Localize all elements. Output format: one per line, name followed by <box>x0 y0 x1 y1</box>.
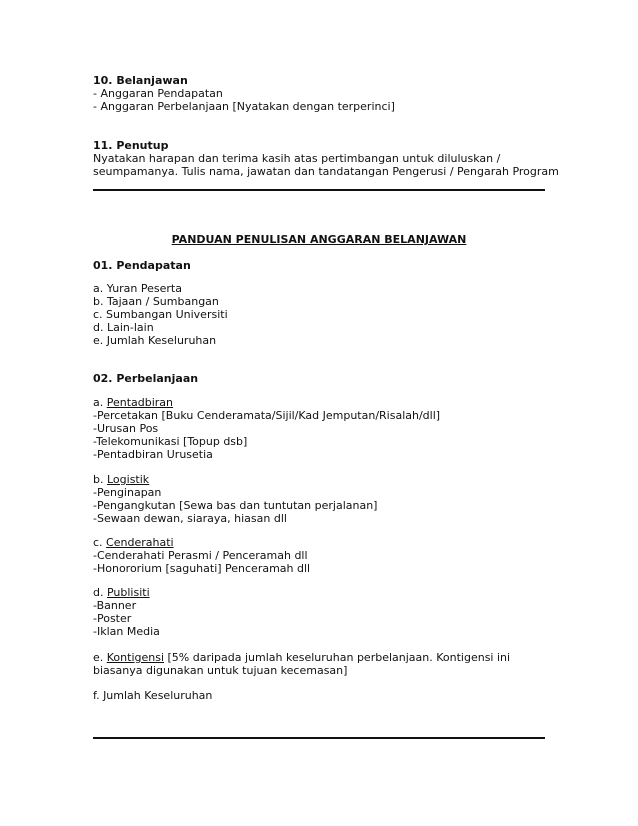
section-belanjawan <box>93 74 553 113</box>
text-line: - Anggaran Perbelanjaan [Nyatakan dengan terperinci] <box>93 100 395 113</box>
item-prefix: e. <box>93 651 107 664</box>
section-heading: 01. Pendapatan <box>93 259 191 272</box>
subsection-label: Logistik <box>106 473 150 486</box>
pendapatan-list <box>93 282 553 347</box>
item-prefix: c. <box>93 536 107 549</box>
subsection-title <box>93 536 553 549</box>
subsection-title <box>93 396 553 409</box>
text-line: f. Jumlah Keseluruhan <box>93 689 213 702</box>
subsection-title <box>93 586 553 599</box>
text-line: seumpamanya. Tulis nama, jawatan dan tandatangan Pengerusi / Pengarah Program <box>93 165 559 178</box>
text-line: -Iklan Media <box>93 625 160 638</box>
text-line: -Pentadbiran Urusetia <box>93 448 213 461</box>
subsection-label: Pentadbiran <box>106 396 174 409</box>
list-item: b. Tajaan / Sumbangan <box>93 295 219 308</box>
guide-title: PANDUAN PENULISAN ANGGARAN BELANJAWAN <box>171 233 467 246</box>
text-line: -Banner <box>93 599 137 612</box>
text-line: -Urusan Pos <box>93 422 159 435</box>
section-perbelanjaan <box>93 372 553 385</box>
text-line: - Anggaran Pendapatan <box>93 87 223 100</box>
horizontal-rule <box>93 189 545 191</box>
item-prefix: a. <box>93 396 107 409</box>
list-item: d. Lain-lain <box>93 321 154 334</box>
subsection-note: [5% daripada jumlah keseluruhan perbelanjaan. Kontigensi ini <box>164 651 511 664</box>
text-line: -Honororium [saguhati] Penceramah dll <box>93 562 311 575</box>
text-line: -Percetakan [Buku Cenderamata/Sijil/Kad Jemputan/Risalah/dll] <box>93 409 441 422</box>
guide-title-block <box>93 233 545 246</box>
subsection-pentadbiran <box>93 396 553 461</box>
list-item: a. Yuran Peserta <box>93 282 182 295</box>
subsection-title <box>93 651 553 664</box>
text-line: -Penginapan <box>93 486 162 499</box>
text-line: -Poster <box>93 612 132 625</box>
subsection-label: Kontigensi <box>106 651 165 664</box>
text-line: -Sewaan dewan, siaraya, hiasan dll <box>93 512 287 525</box>
subsection-kontigensi <box>93 651 553 677</box>
section-heading: 02. Perbelanjaan <box>93 372 199 385</box>
text-line: -Cenderahati Perasmi / Penceramah dll <box>93 549 308 562</box>
text-line: -Telekomunikasi [Topup dsb] <box>93 435 248 448</box>
subsection-title <box>93 473 553 486</box>
subsection-jumlah <box>93 689 553 702</box>
text-line: Nyatakan harapan dan terima kasih atas pertimbangan untuk diluluskan / <box>93 152 501 165</box>
list-item: e. Jumlah Keseluruhan <box>93 334 217 347</box>
subsection-publisiti <box>93 586 553 638</box>
section-heading: 10. Belanjawan <box>93 74 188 87</box>
subsection-label: Cenderahati <box>106 536 174 549</box>
subsection-label: Publisiti <box>106 586 150 599</box>
subsection-logistik <box>93 473 553 525</box>
section-heading: 11. Penutup <box>93 139 169 152</box>
horizontal-rule <box>93 737 545 739</box>
list-item: c. Sumbangan Universiti <box>93 308 228 321</box>
section-pendapatan <box>93 259 553 272</box>
item-prefix: b. <box>93 473 107 486</box>
section-penutup <box>93 139 559 178</box>
text-line: -Pengangkutan [Sewa bas dan tuntutan perjalanan] <box>93 499 378 512</box>
item-prefix: d. <box>93 586 107 599</box>
text-line: biasanya digunakan untuk tujuan kecemasan] <box>93 664 348 677</box>
subsection-cenderahati <box>93 536 553 575</box>
